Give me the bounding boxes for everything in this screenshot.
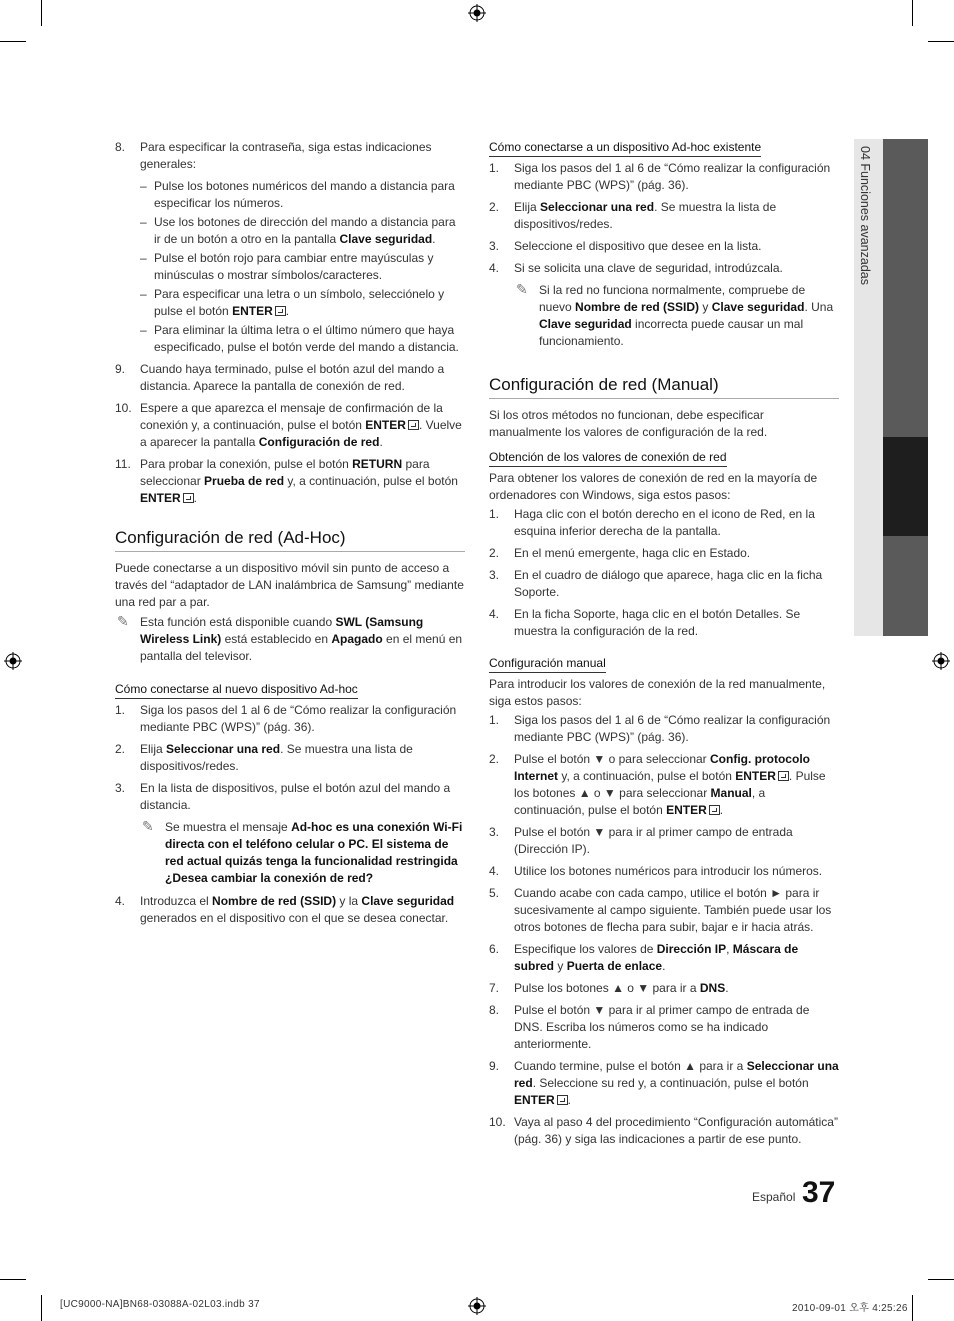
step-number: 1.: [489, 713, 500, 727]
text: Introduzca el: [140, 894, 213, 908]
step-4: [489, 260, 839, 277]
note-text: [539, 282, 839, 350]
dash-item: [140, 178, 465, 212]
registration-mark-icon: [4, 652, 22, 670]
dash-text: Para especificar una letra o un símbolo, selecciónelo y pulse el botón: [154, 287, 445, 318]
bold-term: Nombre de red (SSID): [212, 894, 337, 908]
crop-mark: [928, 41, 954, 42]
dash-item: – Use los botones de dirección del mando a distancia para ir de un botón a otro en la pantalla Clave seguridad.: [140, 214, 465, 248]
step-9: [115, 361, 465, 395]
step-text: Siga los pasos del 1 al 6 de “Cómo realizar la configuración mediante PBC (WPS)” (pág. 36).: [514, 713, 831, 744]
bold-term: SWL (Samsung Wireless Link): [140, 615, 424, 646]
pencil-note-icon: ✎: [117, 613, 129, 629]
chapter-tab-active-block: [883, 437, 928, 536]
bold-term: ENTER: [365, 418, 406, 432]
step-5: [489, 885, 839, 936]
step-number: 2.: [489, 200, 500, 214]
pencil-note-icon: ✎: [516, 281, 528, 297]
step-text: Pulse el botón ▼ para ir al primer campo de entrada (Dirección IP).: [514, 825, 793, 856]
step-number: 4.: [489, 261, 500, 275]
step-2: [489, 199, 839, 233]
dash-text: Use los botones de dirección del mando a distancia para ir de un botón a otro en la pantalla: [154, 215, 456, 246]
step-3: [489, 567, 839, 601]
text: Elija: [514, 200, 541, 214]
obtain-intro: Para obtener los valores de conexión de red en la mayoría de ordenadores con Windows, siga estos pasos:: [489, 471, 818, 502]
text: Cuando termine, pulse el botón ▲ para ir a: [514, 1059, 747, 1073]
crop-mark: [41, 1295, 42, 1321]
enter-icon: [183, 493, 194, 503]
enter-icon: [408, 420, 419, 430]
dash-item: [140, 322, 465, 356]
step-number: 3.: [489, 239, 500, 253]
step-1: [489, 160, 839, 194]
bold-term: ENTER: [666, 803, 707, 817]
page-number: 37: [802, 1176, 836, 1209]
step-9: [489, 1058, 839, 1109]
step-number: 3.: [115, 781, 126, 795]
bold-term: Clave seguridad: [711, 300, 805, 314]
chapter-tab-block: [883, 536, 928, 636]
step-1: [489, 712, 839, 746]
right-column: [489, 139, 839, 1153]
text: Elija: [140, 742, 167, 756]
step-number: 9.: [489, 1059, 500, 1073]
enter-icon: [275, 306, 286, 316]
step-text: [140, 893, 465, 927]
step-number: 3.: [489, 825, 500, 839]
bold-term: Puerta de enlace: [566, 959, 663, 973]
bold-term: ENTER: [140, 491, 181, 505]
section-title-manual: Configuración de red (Manual): [489, 374, 839, 399]
step-7: [489, 980, 839, 997]
step-number: 11.: [115, 457, 131, 471]
adhoc-intro: Puede conectarse a un dispositivo móvil sin punto de acceso a través del “adaptador de LAN inalámbrica de Samsung” mediante una red par a par.: [115, 561, 464, 609]
text: . Una: [804, 300, 834, 314]
dash-text: Para eliminar la última letra o el último número que haya especificado, pulse el botón verde del mando a distancia.: [154, 323, 459, 354]
step-number: 9.: [115, 362, 126, 376]
bold-term: Clave seguridad: [361, 894, 455, 908]
bold-term: Manual: [710, 786, 752, 800]
text: y: [554, 959, 567, 973]
bold-term: Seleccionar una red: [540, 200, 655, 214]
step-text: En el cuadro de diálogo que aparece, haga clic en la ficha Soporte.: [514, 568, 823, 599]
step-11: [115, 456, 465, 507]
step-text: Espere a que aparezca el mensaje de confirmación de la conexión y, a continuación, pulse el botón ENTER . Vuelve a aparecer la pantalla Configuración de red.: [140, 401, 462, 449]
step-number: 1.: [115, 703, 126, 717]
bold-term: Prueba de red: [204, 474, 285, 488]
text: . Seleccione su red y, a continuación, pulse el botón: [532, 1076, 809, 1090]
bold-term: Config. protocolo Internet: [514, 752, 810, 783]
step-number: 1.: [489, 161, 500, 175]
text: . Vuelve a aparecer la pantalla: [140, 418, 462, 449]
step-text: En la lista de dispositivos, pulse el botón azul del mando a distancia.: [140, 781, 451, 812]
text: Pulse el botón ▼ o para seleccionar: [514, 752, 710, 766]
crop-mark: [0, 41, 26, 42]
subsection-title-manual-config: Configuración manual: [489, 655, 606, 673]
chapter-tab-label: 04 Funciones avanzadas: [858, 146, 872, 285]
chapter-tab-block: [883, 139, 928, 437]
bold-term: Seleccionar una red: [514, 1059, 839, 1090]
manual-intro: Si los otros métodos no funcionan, debe especificar manualmente los valores de configuración de la red.: [489, 408, 768, 439]
bold-term: ENTER: [735, 769, 776, 783]
text: Espere a que aparezca el mensaje de confirmación de la conexión y, a continuación, pulse el botón: [140, 401, 443, 432]
step-number: 3.: [489, 568, 500, 582]
text: . Pulse los botones ▲ o ▼ para seleccionar: [514, 769, 826, 800]
left-column: [115, 139, 465, 932]
step-text: [514, 199, 839, 233]
step-2: [115, 741, 465, 775]
note-text: [140, 614, 465, 665]
step-3: [489, 824, 839, 858]
print-date-info: 2010-09-01 오후 4:25:26: [792, 1303, 908, 1314]
note-text: [165, 819, 465, 887]
text: . Se muestra una lista de dispositivos/redes.: [140, 742, 413, 773]
text: ,: [726, 942, 733, 956]
step-text: Utilice los botones numéricos para introducir los números.: [514, 864, 823, 878]
step-text: Cuando haya terminado, pulse el botón azul del mando a distancia. Aparece la pantalla de conexión de red.: [140, 362, 445, 393]
crop-mark: [912, 1295, 913, 1321]
step-2: [489, 751, 839, 819]
step-number: 7.: [489, 981, 500, 995]
print-file-info: [UC9000-NA]BN68-03088A-02L03.indb 37: [60, 1299, 260, 1310]
step-4: [489, 606, 839, 640]
note: [514, 282, 839, 350]
step-text: Vaya al paso 4 del procedimiento “Configuración automática” (pág. 36) y siga las indicaciones a partir de ese punto.: [514, 1115, 838, 1146]
step-number: 8.: [115, 140, 126, 154]
step-8: [489, 1002, 839, 1053]
pencil-note-icon: ✎: [142, 818, 154, 834]
step-1: [115, 702, 465, 736]
step-1: [489, 506, 839, 540]
text: está establecido en: [221, 632, 332, 646]
step-number: 2.: [489, 546, 500, 560]
step-text: Seleccione el dispositivo que desee en la lista.: [514, 239, 762, 253]
step-text: Para especificar la contraseña, siga estas indicaciones generales:: [140, 140, 432, 171]
crop-mark: [928, 1279, 954, 1280]
registration-mark-icon: [468, 4, 486, 22]
step-text: Cuando acabe con cada campo, utilice el botón ► para ir sucesivamente al campo siguiente. También puede usar los otros botones de flecha para subir, bajar e ir hacia atrás.: [514, 886, 832, 934]
step-text: Siga los pasos del 1 al 6 de “Cómo realizar la configuración mediante PBC (WPS)” (pág. 36).: [140, 703, 457, 734]
step-4: [489, 863, 839, 880]
step-number: 2.: [489, 752, 500, 766]
bold-term: Configuración de red: [258, 435, 380, 449]
bold-term: Máscara de subred: [514, 942, 799, 973]
text: Pulse los botones ▲ o ▼ para ir a: [514, 981, 700, 995]
crop-mark: [912, 0, 913, 26]
text: en el menú en pantalla del televisor.: [140, 632, 463, 663]
step-number: 5.: [489, 886, 500, 900]
section-title-adhoc: Configuración de red (Ad-Hoc): [115, 527, 465, 552]
step-number: 4.: [489, 607, 500, 621]
text: Para probar la conexión, pulse el botón: [140, 457, 353, 471]
crop-mark: [41, 0, 42, 26]
step-number: 6.: [489, 942, 500, 956]
step-text: En la ficha Soporte, haga clic en el botón Detalles. Se muestra la configuración de la red.: [514, 607, 801, 638]
step-10: [489, 1114, 839, 1148]
step-number: 2.: [115, 742, 126, 756]
dash-item: – Para especificar una letra o un símbolo, selecciónelo y pulse el botón ENTER .: [140, 286, 465, 320]
step-4: [115, 893, 465, 927]
step-number: 4.: [489, 864, 500, 878]
text: Si la red no funciona normalmente, compruebe de nuevo: [539, 283, 806, 314]
step-3: [489, 238, 839, 255]
enter-icon: [778, 771, 789, 781]
bold-term: Dirección IP: [656, 942, 727, 956]
dash-text: Pulse los botones numéricos del mando a distancia para especificar los números.: [154, 179, 455, 210]
text: generados en el dispositivo con el que se desea conectar.: [140, 911, 449, 925]
bold-term: Clave seguridad: [539, 317, 632, 331]
text: y: [699, 300, 712, 314]
bold-term: Nombre de red (SSID): [575, 300, 700, 314]
step-text: Pulse los botones ▲ o ▼ para ir a DNS.: [514, 981, 729, 995]
step-text: Si se solicita una clave de seguridad, introdúzcala.: [514, 261, 783, 275]
step-2: [489, 545, 839, 562]
bold-term: RETURN: [352, 457, 403, 471]
step-text: Para probar la conexión, pulse el botón RETURN para seleccionar Prueba de red y, a continuación, pulse el botón ENTER .: [140, 457, 458, 505]
text: Se muestra el mensaje: [165, 820, 292, 834]
crop-mark: [0, 1279, 26, 1280]
step-text: Haga clic con el botón derecho en el icono de Red, en la esquina inferior derecha de la pantalla.: [514, 507, 815, 538]
text: y la: [336, 894, 362, 908]
step-number: 10.: [489, 1115, 506, 1129]
step-10: [115, 400, 465, 451]
enter-icon: [557, 1095, 568, 1105]
text: Especifique los valores de: [514, 942, 657, 956]
step-text: Especifique los valores de Dirección IP, Máscara de subred y Puerta de enlace.: [514, 942, 799, 973]
text: , a continuación, pulse el botón: [514, 786, 766, 817]
note: [140, 819, 465, 887]
step-6: [489, 941, 839, 975]
step-number: 8.: [489, 1003, 500, 1017]
step-text: Cuando termine, pulse el botón ▲ para ir a Seleccionar una red. Seleccione su red y, a continuación, pulse el botón ENTER .: [514, 1059, 839, 1107]
step-number: 1.: [489, 507, 500, 521]
bold-term: ENTER: [514, 1093, 555, 1107]
step-text: Pulse el botón ▼ o para seleccionar Config. protocolo Internet y, a continuación, pulse el botón ENTER . Pulse los botones ▲ o ▼ para seleccionar Manual, a continuación, pulse el botón ENTER .: [514, 752, 826, 817]
step-text: Pulse el botón ▼ para ir al primer campo de entrada de DNS. Escriba los números como se ha indicado anteriormente.: [514, 1003, 810, 1051]
step-8: [115, 139, 465, 173]
step-number: 10.: [115, 401, 132, 415]
bold-term: Clave seguridad: [339, 232, 433, 246]
dash-item: [140, 250, 465, 284]
manual-config-intro: Para introducir los valores de conexión de la red manualmente, siga estos pasos:: [489, 677, 826, 708]
registration-mark-icon: [468, 1297, 486, 1315]
step-3: [115, 780, 465, 814]
text: incorrecta puede causar un mal funcionamiento.: [539, 317, 804, 348]
text: y, a continuación, pulse el botón: [284, 474, 458, 488]
bold-term: ENTER: [232, 304, 273, 318]
text: Esta función está disponible cuando: [140, 615, 336, 629]
note: [115, 614, 465, 665]
subsection-title-new-adhoc: Cómo conectarse al nuevo dispositivo Ad-hoc: [115, 681, 358, 699]
bold-term: Apagado: [331, 632, 383, 646]
subsection-title-obtain: Obtención de los valores de conexión de red: [489, 449, 727, 467]
bold-term: DNS: [699, 981, 726, 995]
bold-term: Ad-hoc es una conexión Wi-Fi directa con el teléfono celular o PC. El sistema de red actual quizás tenga la funcionalidad restringida ¿Desea cambiar la conexión de red?: [165, 820, 463, 885]
step-number: 4.: [115, 894, 126, 908]
dash-text: Pulse el botón rojo para cambiar entre mayúsculas y minúsculas o mostrar símbolos/caracteres.: [154, 251, 434, 282]
page-language: Español: [752, 1190, 796, 1204]
step-text: En el menú emergente, haga clic en Estado.: [514, 546, 751, 560]
step-text: [140, 741, 465, 775]
bold-term: Seleccionar una red: [166, 742, 281, 756]
text: y, a continuación, pulse el botón: [558, 769, 736, 783]
text: . Se muestra la lista de dispositivos/redes.: [514, 200, 777, 231]
text: para seleccionar: [140, 457, 430, 488]
subsection-title-existing-adhoc: Cómo conectarse a un dispositivo Ad-hoc existente: [489, 139, 761, 157]
registration-mark-icon: [932, 652, 950, 670]
enter-icon: [709, 805, 720, 815]
step-text: Siga los pasos del 1 al 6 de “Cómo realizar la configuración mediante PBC (WPS)” (pág. 36).: [514, 161, 831, 192]
